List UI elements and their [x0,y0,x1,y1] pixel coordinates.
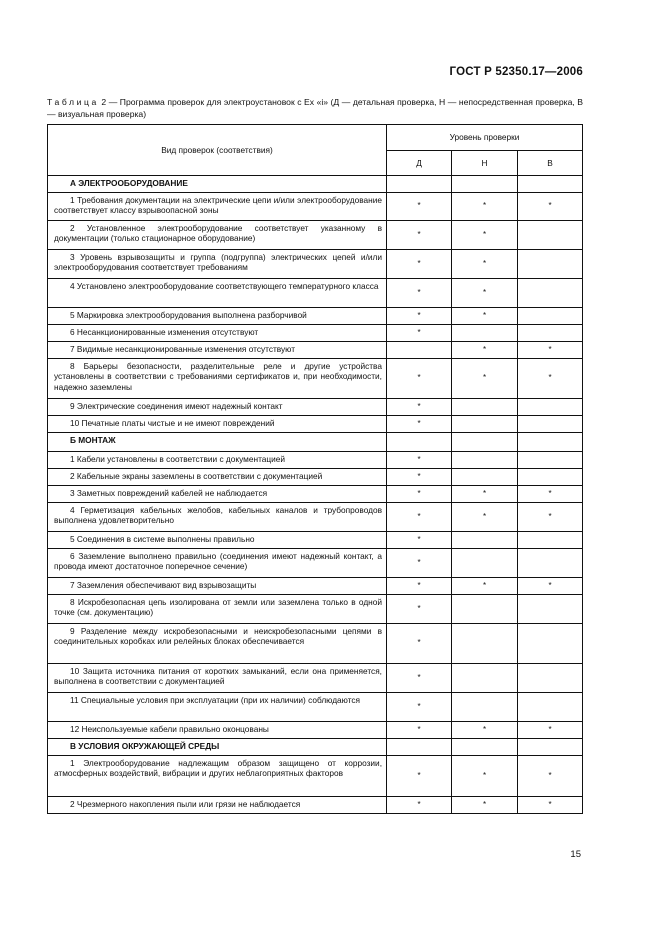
check-description: 7 Видимые несанкционированные изменения отсутствуют [48,342,387,359]
check-description: 9 Разделение между искробезопасными и неискробезопасными цепями в соединительных коробках или релейных блоках обеспечивается [48,624,387,664]
level-v-cell [518,279,583,308]
check-description: 9 Электрические соединения имеют надежный контакт [48,399,387,416]
level-d-cell: * [387,325,452,342]
table-row [48,359,583,399]
table-row [48,664,583,693]
level-d-cell: * [387,595,452,624]
level-d-cell: * [387,722,452,739]
level-n-cell [452,739,518,756]
level-d-cell [387,176,452,193]
level-d-cell: * [387,532,452,549]
check-description: 2 Кабельные экраны заземлены в соответствии с документацией [48,469,387,486]
level-n-cell: * [452,342,518,359]
level-d-cell: * [387,221,452,250]
level-v-cell [518,693,583,722]
check-description: 6 Несанкционированные изменения отсутствуют [48,325,387,342]
level-d-cell: * [387,452,452,469]
header-check-level: Уровень проверки [387,125,583,151]
level-v-cell [518,739,583,756]
level-v-cell [518,595,583,624]
table-row [48,693,583,722]
page-number: 15 [570,849,581,860]
table-row [48,279,583,308]
section-title: Б МОНТАЖ [48,433,387,452]
level-d-cell: * [387,578,452,595]
level-n-cell [452,469,518,486]
level-n-cell [452,664,518,693]
check-description: 1 Требования документации на электрические цепи и/или электрооборудование соответствует классу взрывоопасной зоны [48,193,387,221]
level-n-cell: * [452,193,518,221]
check-description: 10 Печатные платы чистые и не имеют повреждений [48,416,387,433]
level-n-cell: * [452,279,518,308]
level-d-cell: * [387,549,452,578]
table-row [48,325,583,342]
level-d-cell [387,342,452,359]
level-d-cell: * [387,193,452,221]
level-n-cell [452,325,518,342]
level-n-cell: * [452,722,518,739]
table-row [48,342,583,359]
check-description: 10 Защита источника питания от коротких замыканий, если она применяется, выполнена в соответствии с документацией [48,664,387,693]
table-row [48,756,583,797]
level-v-cell: * [518,756,583,797]
table-row [48,221,583,250]
level-n-cell: * [452,308,518,325]
level-n-cell: * [452,359,518,399]
table-row [48,532,583,549]
level-v-cell [518,221,583,250]
level-d-cell: * [387,399,452,416]
level-d-cell: * [387,359,452,399]
inspection-table [47,124,583,814]
header-check-type: Вид проверок (соответствия) [48,125,387,176]
check-description: 3 Заметных повреждений кабелей не наблюдается [48,486,387,503]
table-row [48,416,583,433]
table-row [48,595,583,624]
check-description: 2 Установленное электрооборудование соответствует указанному в документации (только стационарное оборудование) [48,221,387,250]
check-description: 8 Искробезопасная цепь изолирована от земли или заземлена только в одной точке (см. документацию) [48,595,387,624]
table-body [48,176,583,814]
level-v-cell [518,176,583,193]
level-n-cell [452,433,518,452]
level-v-cell [518,433,583,452]
check-description: 5 Маркировка электрооборудования выполнена разборчивой [48,308,387,325]
table-row [48,549,583,578]
table-caption-prefix: Таблица [47,97,99,107]
check-description: 8 Барьеры безопасности, разделительные реле и другие устройства установлены в соответствии с требованиями сертификатов и, при необходимости, надежно заземлены [48,359,387,399]
table-caption [47,96,583,120]
table-row [48,578,583,595]
level-v-cell [518,250,583,279]
level-d-cell: * [387,416,452,433]
check-description: 1 Кабели установлены в соответствии с документацией [48,452,387,469]
table-row [48,452,583,469]
level-n-cell: * [452,221,518,250]
level-v-cell [518,532,583,549]
check-description: 4 Герметизация кабельных желобов, кабельных каналов и трубопроводов выполнена удовлетворительно [48,503,387,532]
level-v-cell [518,549,583,578]
level-v-cell: * [518,578,583,595]
table-row [48,486,583,503]
section-row [48,433,583,452]
level-v-cell [518,664,583,693]
table-row [48,722,583,739]
check-description: 6 Заземление выполнено правильно (соединения имеют надежный контакт, а провода имеют достаточное поперечное сечение) [48,549,387,578]
table-row [48,250,583,279]
level-n-cell: * [452,486,518,503]
check-description: 4 Установлено электрооборудование соответствующего температурного класса [48,279,387,308]
level-d-cell: * [387,624,452,664]
level-n-cell: * [452,797,518,814]
level-v-cell [518,308,583,325]
level-n-cell: * [452,250,518,279]
level-v-cell [518,452,583,469]
level-d-cell: * [387,797,452,814]
check-description: 7 Заземления обеспечивают вид взрывозащиты [48,578,387,595]
header-level-d: Д [387,151,452,176]
level-n-cell: * [452,578,518,595]
level-n-cell: * [452,503,518,532]
check-description: 3 Уровень взрывозащиты и группа (подгруппа) электрических цепей и/или электрооборудования соответствует требованиям [48,250,387,279]
check-description: 2 Чрезмерного накопления пыли или грязи не наблюдается [48,797,387,814]
level-n-cell [452,693,518,722]
check-description: 5 Соединения в системе выполнены правильно [48,532,387,549]
level-v-cell [518,325,583,342]
check-description: 1 Электрооборудование надлежащим образом защищено от коррозии, атмосферных воздействий, вибрации и других неблагоприятных факторов [48,756,387,797]
section-row [48,176,583,193]
level-d-cell: * [387,486,452,503]
level-v-cell [518,416,583,433]
level-v-cell: * [518,503,583,532]
level-n-cell [452,176,518,193]
level-v-cell: * [518,342,583,359]
level-n-cell: * [452,756,518,797]
level-n-cell [452,452,518,469]
level-d-cell: * [387,693,452,722]
level-d-cell: * [387,279,452,308]
table-row [48,797,583,814]
level-v-cell [518,469,583,486]
section-title: А ЭЛЕКТРООБОРУДОВАНИЕ [48,176,387,193]
header-level-v: В [518,151,583,176]
level-v-cell: * [518,797,583,814]
table-row [48,399,583,416]
level-n-cell [452,549,518,578]
level-v-cell [518,399,583,416]
check-description: 11 Специальные условия при эксплуатации (при их наличии) соблюдаются [48,693,387,722]
level-n-cell [452,532,518,549]
section-row [48,739,583,756]
table-row [48,469,583,486]
level-d-cell: * [387,503,452,532]
level-d-cell: * [387,756,452,797]
level-n-cell [452,595,518,624]
level-d-cell: * [387,308,452,325]
level-n-cell [452,399,518,416]
level-v-cell [518,624,583,664]
table-row [48,624,583,664]
level-n-cell [452,624,518,664]
level-d-cell: * [387,250,452,279]
standard-number: ГОСТ Р 52350.17—2006 [449,66,583,78]
level-d-cell [387,739,452,756]
check-description: 12 Неиспользуемые кабели правильно оконцованы [48,722,387,739]
level-v-cell: * [518,193,583,221]
header-level-n: Н [452,151,518,176]
level-v-cell: * [518,359,583,399]
table-row [48,503,583,532]
level-d-cell: * [387,664,452,693]
level-d-cell: * [387,469,452,486]
level-v-cell: * [518,486,583,503]
table-row [48,193,583,221]
level-v-cell: * [518,722,583,739]
level-d-cell [387,433,452,452]
section-title: В УСЛОВИЯ ОКРУЖАЮЩЕЙ СРЕДЫ [48,739,387,756]
table-row [48,308,583,325]
table-caption-text: 2 — Программа проверок для электроустановок с Ex «i» (Д — детальная проверка, Н — непосредственная проверка, В — визуальная проверка) [47,97,583,119]
level-n-cell [452,416,518,433]
